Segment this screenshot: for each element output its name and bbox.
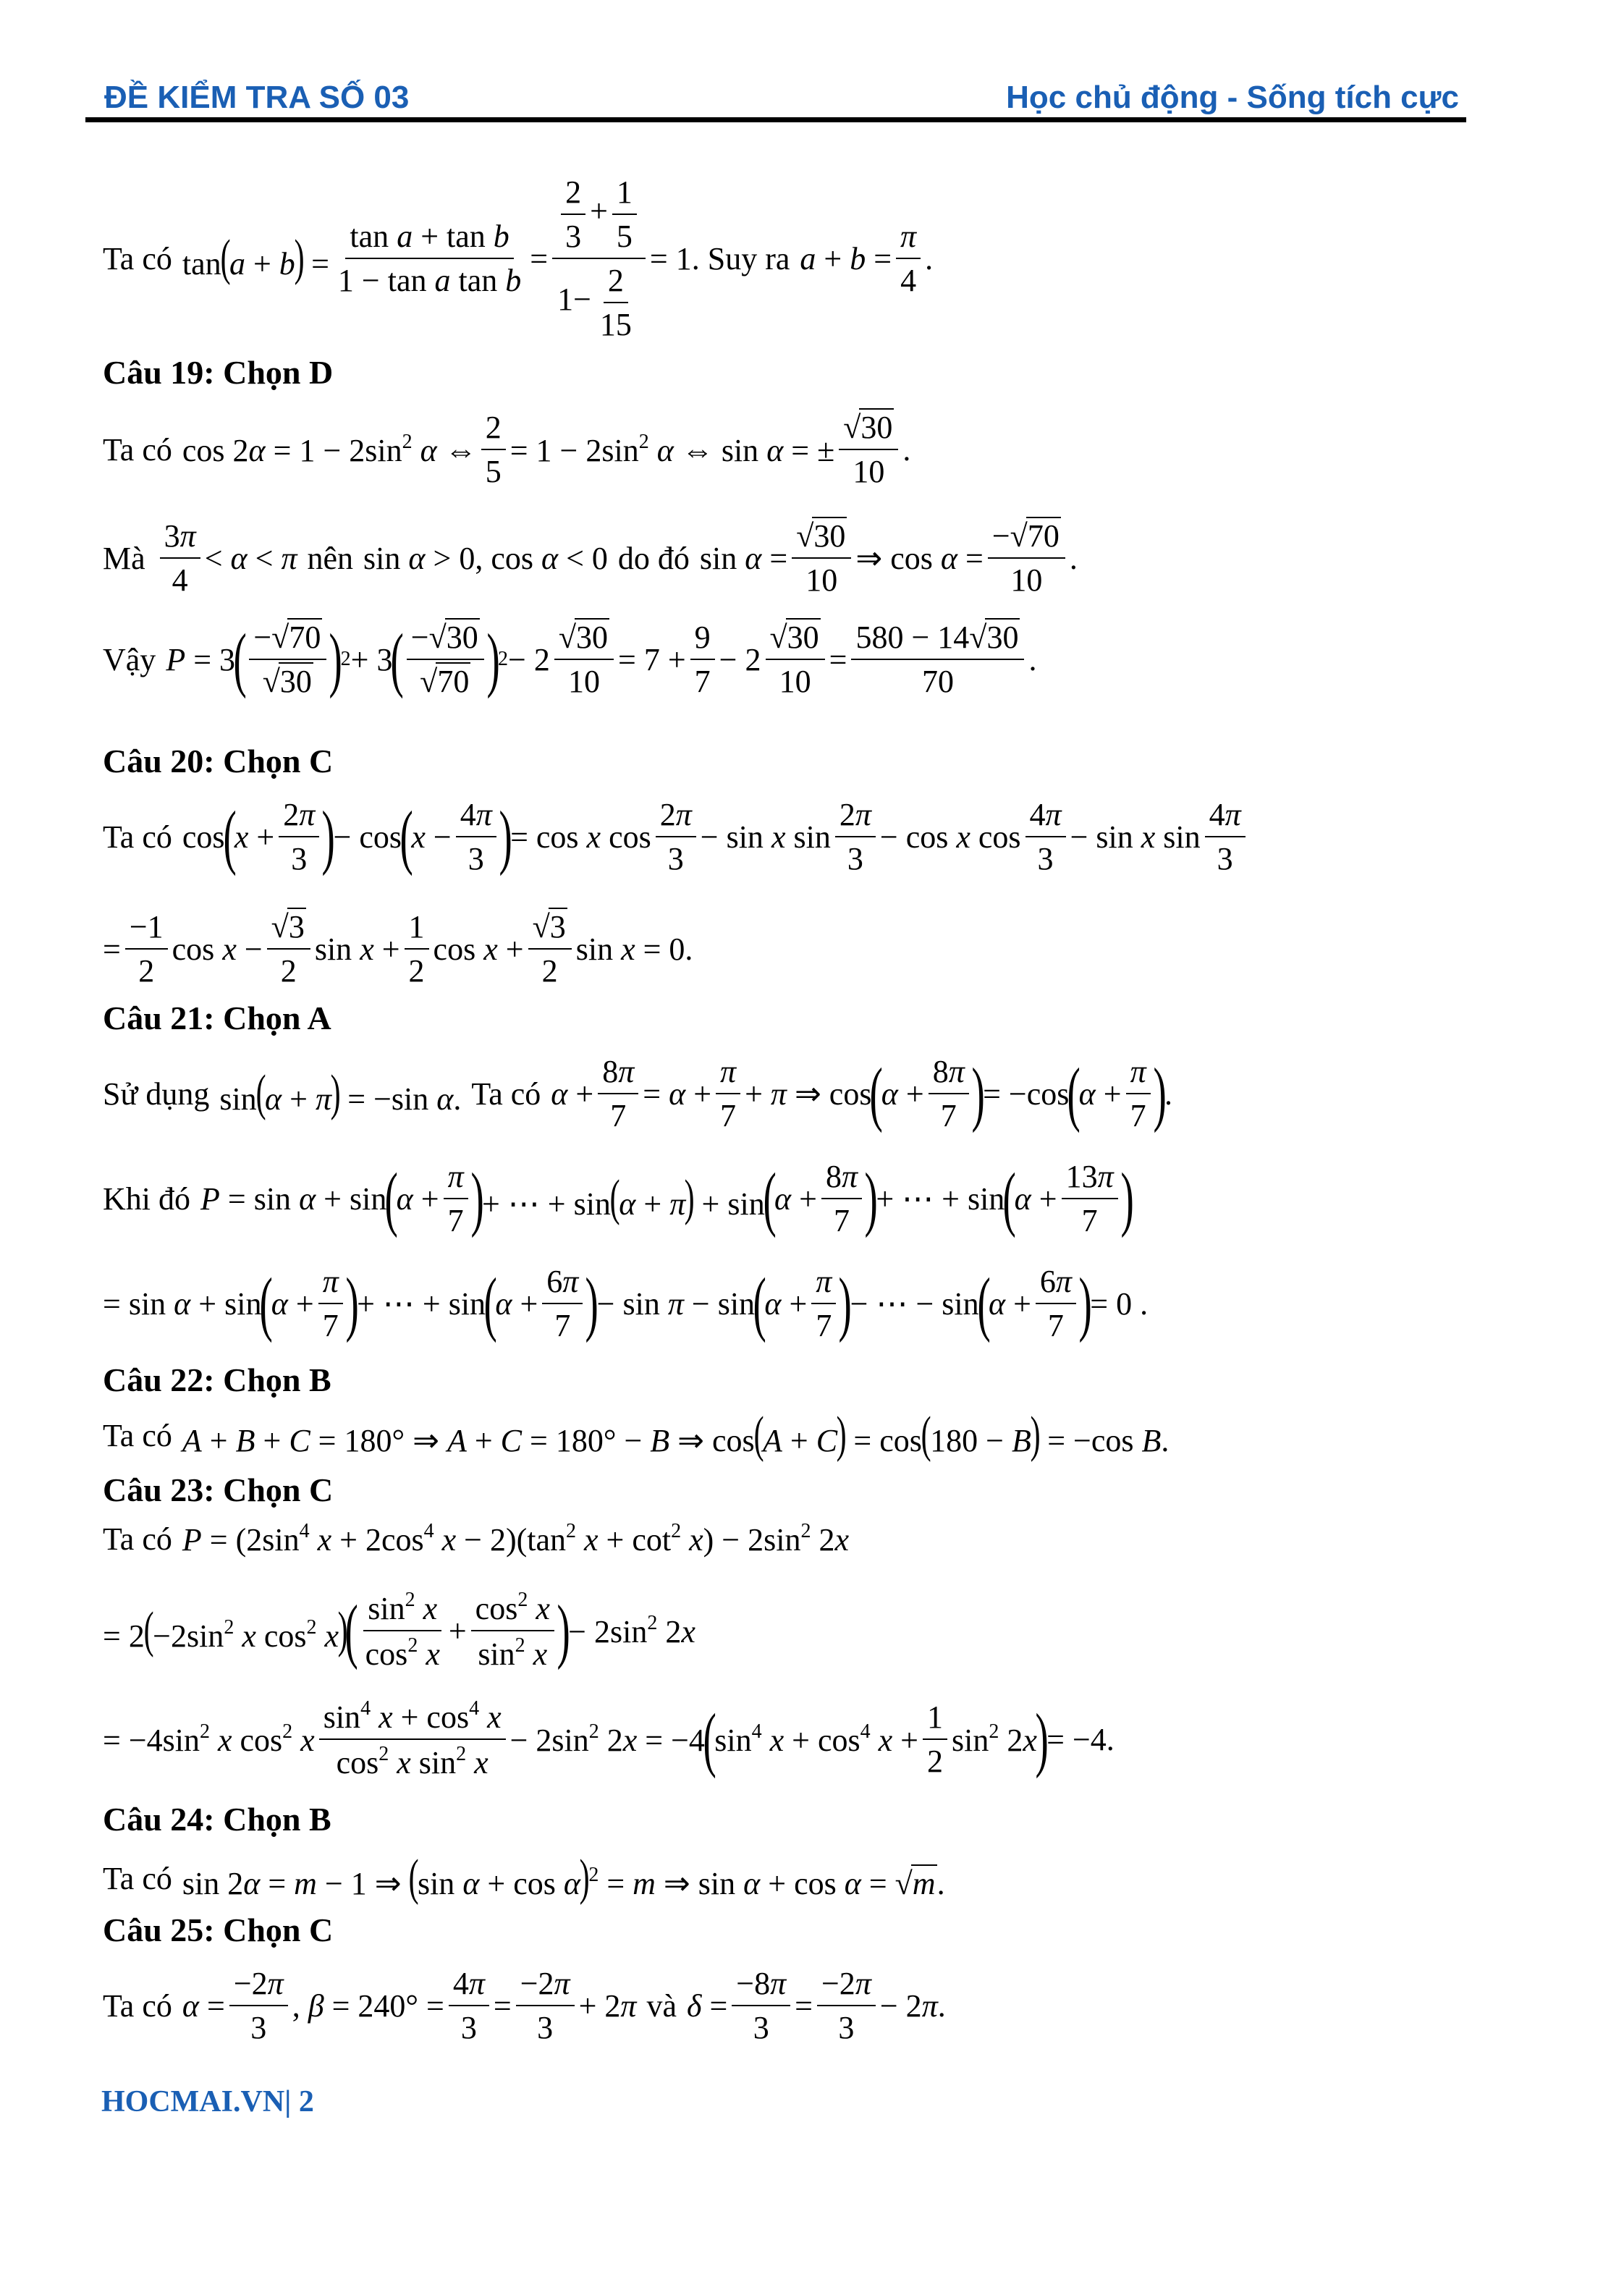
equation-25: Ta có α = $\frac{-2\pi}{3}$ , β = 240° = $\frac{4\pi}{3}$ = $\frac{-2\pi}{3}$ + 2π và δ = $\frac{-8\pi}{3}$ = $\frac{-2\pi}{3}$ − 2π. xyxy=(103,1966,946,2045)
heading-cau-25: Câu 25: Chọn C xyxy=(103,1911,334,1948)
header-title: ĐỀ KIỂM TRA SỐ 03 xyxy=(104,80,410,115)
header-slogan: Học chủ động - Sống tích cực xyxy=(1006,80,1459,115)
text-ta-co: Ta có xyxy=(471,1076,541,1112)
text-do-do: do đó xyxy=(617,540,690,576)
text-intro: Ta có xyxy=(103,1417,172,1453)
text-intro: Vậy xyxy=(103,641,156,677)
text-intro: Ta có xyxy=(103,819,172,855)
text-result: = 1. Suy ra xyxy=(649,240,790,276)
equation-20a: Ta có cos ( x + $\frac{2\pi}{3}$ ) − cos ( x − $\frac{4\pi}{3}$ ) = cos x cos $\frac{2\pi}{3}$ − sin x sin $\frac{2\pi}{3}$ − cos x cos $\frac{4\pi}{3}$ − sin x sin $\frac{4\pi}{3}$ xyxy=(103,796,1250,877)
equation-23c: = $-4\sin^2$ x $\cos^2 x$ $\frac{\sin^4 x + \cos^4 x}{\cos^2 x \sin^2 x}$ − $2\sin^2$ 2x = −4 ( $\sin^4 x + \cos^4 x$ + $\frac{1}{2}$ $\sin^2 2x$ ) = −4. xyxy=(103,1697,1115,1780)
heading-cau-21: Câu 21: Chọn A xyxy=(103,1000,331,1036)
heading-cau-20: Câu 20: Chọn C xyxy=(103,743,334,779)
text-intro: Ta có xyxy=(103,1521,172,1557)
text-intro: Khi đó xyxy=(103,1180,190,1217)
text-nen: nên xyxy=(307,540,354,576)
equation-24: Ta có sin 2α = m − 1 ⇒ (sin α + cos α)$^2$ = m ⇒ sin α + cos α = √m. xyxy=(103,1850,945,1906)
text-intro: Sử dụng xyxy=(103,1076,210,1112)
text-intro: Ta có xyxy=(103,240,172,276)
equation-21c: = sin α + sin ( α + $\frac{\pi}{7}$ ) + ⋯ + sin ( α + $\frac{6\pi}{7}$ ) − sin π − sin ( α + $\frac{\pi}{7}$ ) − ⋯ − sin ( α + $\frac{6\pi}{7}$ ) = 0 . xyxy=(103,1263,1149,1343)
equation-21b: Khi đó P = sin α + sin ( α + $\frac{\pi}{7}$ ) + ⋯ + sin(α + π) + sin ( α + $\frac{8\pi}{7}$ ) + ⋯ + sin ( α + $\frac{13\pi}{7}$ ) xyxy=(103,1158,1134,1238)
equation-22: Ta có A + B + C = 180° ⇒ A + C = 180° − B ⇒ cos(A + C) = cos(180 − B) = −cos B. xyxy=(103,1407,1170,1463)
text-va: và xyxy=(646,1987,677,2024)
equation-23a: Ta có $P = (2\sin^4$ $x + 2\cos^4$ $x - 2)(\tan^2$ $x + \cot^2 x) - 2\sin^2$ 2x xyxy=(103,1520,849,1558)
equation-20b: = $\frac{-1}{2}$ cos x − $\frac{√3}{2}$ sin x + $\frac{1}{2}$ cos x + $\frac{√3}{2}$ sin x = 0. xyxy=(103,909,693,989)
heading-cau-22: Câu 22: Chọn B xyxy=(103,1361,331,1398)
text-intro: Mà xyxy=(103,540,145,576)
equation-tan-sum: Ta có tan(a + b) = $\frac{\text{tan a + tan b}}{\text{1 − tan a tan b}}$ = $\frac{2}{3}$ + $\frac{1}{5}$ 1− $\frac{2}{15}$ = 1. Suy ra a + b = $\frac{\pi}{4}$ . xyxy=(103,174,934,342)
heading-cau-19: Câu 19: Chọn D xyxy=(103,354,334,391)
equation-21a: Sử dụng sin(α + π) = −sin α. Ta có α + $\frac{8\pi}{7}$ = α + $\frac{\pi}{7}$ + π ⇒ cos ( α + $\frac{8\pi}{7}$ ) = −cos ( α + $\frac{\pi}{7}$ ) . xyxy=(103,1053,1172,1133)
text-intro: Ta có xyxy=(103,1860,172,1896)
equation-19b: Mà $\frac{3\pi}{4}$ < α < π nên sin α > 0, cos α < 0 do đó sin α = $\frac{√30}{10}$ ⇒ cos α = $\frac{-√70}{10}$ . xyxy=(103,518,1078,598)
heading-cau-24: Câu 24: Chọn B xyxy=(103,1801,331,1838)
page-header xyxy=(101,71,1462,122)
header-divider xyxy=(85,117,1466,122)
equation-19a: Ta có $\cos 2\alpha = 1 - 2\sin^2$ α ⇔ $\frac{2}{5}$ = $1 - 2\sin^2$ α ⇔ sin α = ± $\frac{√30}{10}$ . xyxy=(103,410,911,489)
heading-cau-23: Câu 23: Chọn C xyxy=(103,1471,334,1508)
text-intro: Ta có xyxy=(103,1987,172,2024)
equation-19c: Vậy P = 3 ( $\frac{-√70}{√30}$ ) 2 + 3 ( $\frac{-√30}{√70}$ ) 2 − 2 $\frac{√30}{10}$ = 7 + $\frac{9}{7}$ − 2 $\frac{√30}{10}$ = $\frac{580 - 14√30}{70}$ . xyxy=(103,619,1037,699)
text-intro: Ta có xyxy=(103,431,172,468)
page-footer: HOCMAI.VN| 2 xyxy=(101,2085,314,2118)
equation-23b: = $2(-2\sin^2$ x $\cos^2 x$) ( $\frac{\sin^2 x}{\cos^2 x}$ + $\frac{\cos^2 x}{\sin^2 x}$ ) − $2\sin^2$ 2x xyxy=(103,1589,695,1672)
